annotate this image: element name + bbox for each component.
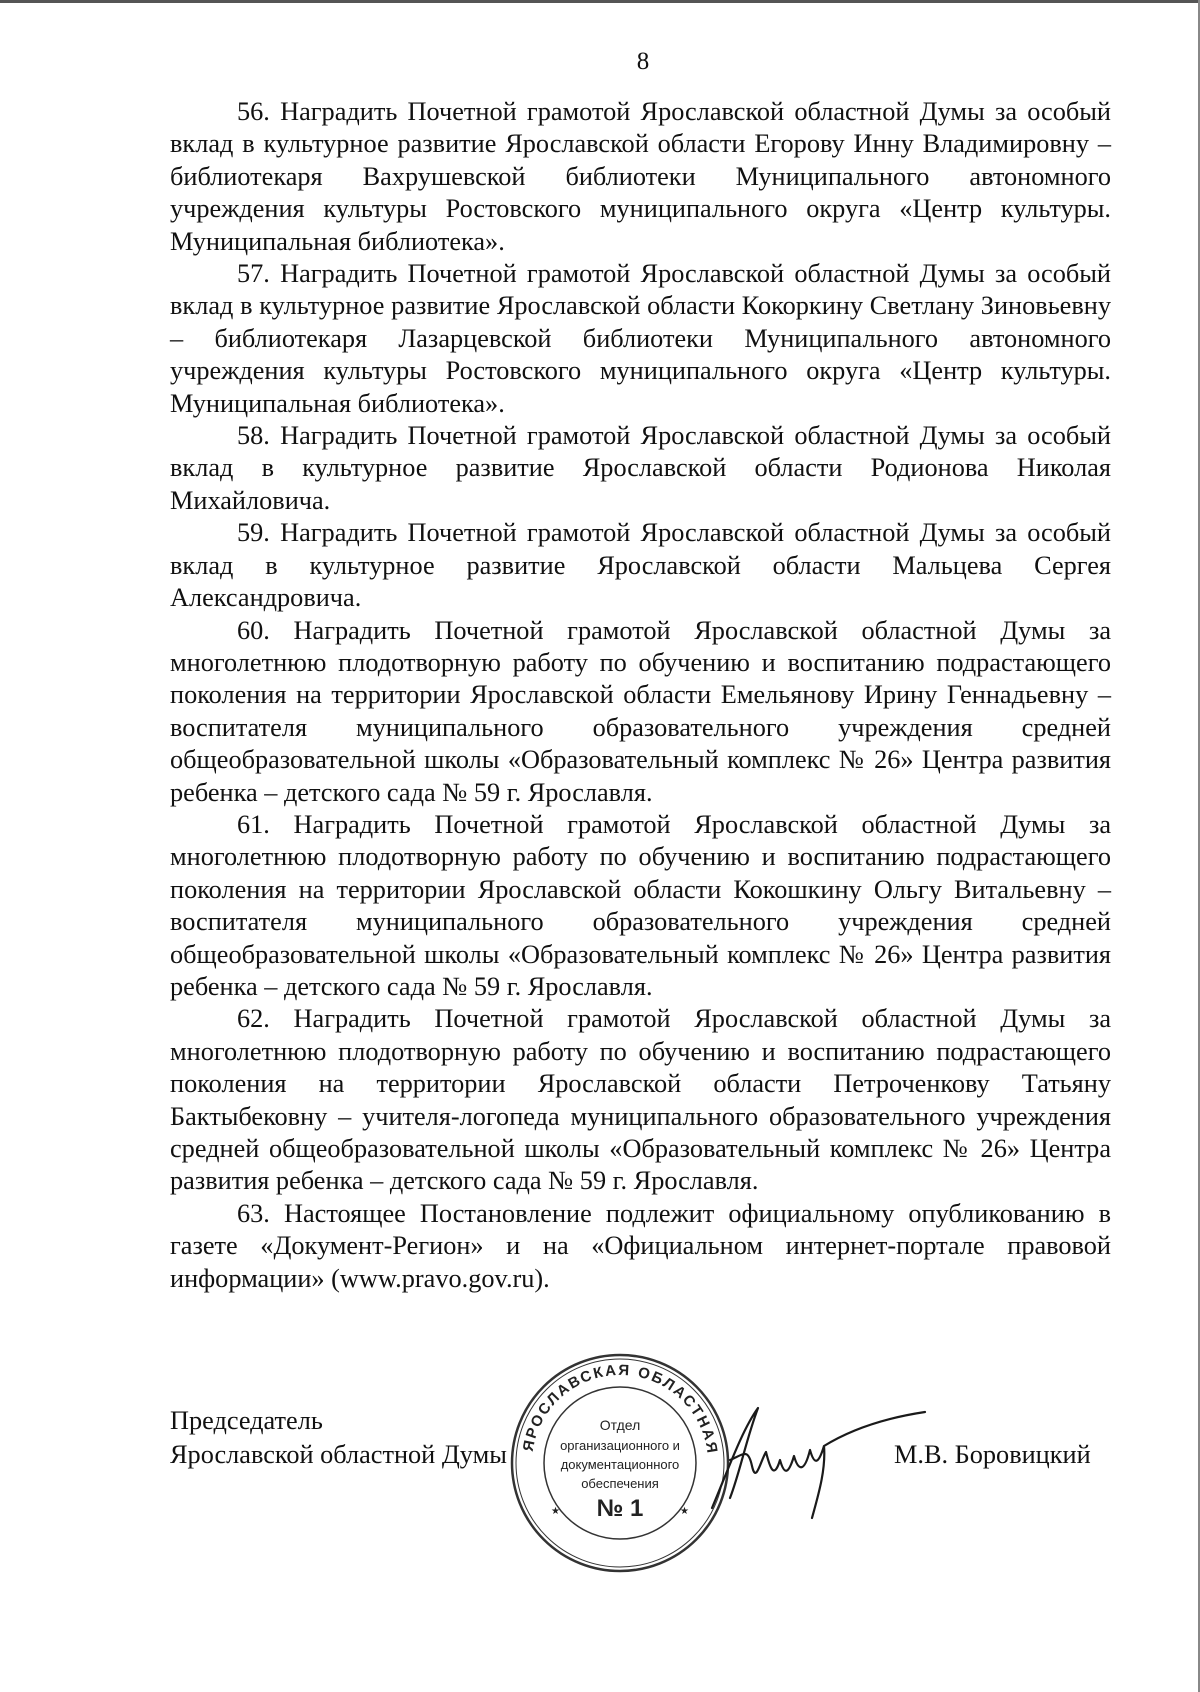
signatory-name: М.В. Боровицкий bbox=[894, 1440, 1091, 1469]
stamp-line1: Отдел bbox=[599, 1417, 641, 1433]
svg-text:ЯРОСЛАВСКАЯ ОБЛАСТНАЯ bbox=[520, 1362, 721, 1456]
svg-text:★: ★ bbox=[680, 1506, 689, 1517]
document-body bbox=[170, 96, 1111, 1295]
item-text: Наградить Почетной грамотой Ярославской областной Думы за особый вклад в культурное развитие Ярославской области Егорову Инну Владимировну – библиотекаря Вахрушевской библиотеки Муниципального автономного учреждения культуры Ростовского муниципального округа «Центр культуры. Муниципальная библиотека». bbox=[170, 97, 1111, 256]
svg-text:★: ★ bbox=[551, 1506, 560, 1517]
item-text: Наградить Почетной грамотой Ярославской областной Думы за многолетнюю плодотворную работу по обучению и воспитанию подрастающего поколения на территории Ярославской области Петроченкову Татьяну Бактыбековну – учителя-логопеда муниципального образовательного учреждения средней общеобразовательной школы «Образовательный комплекс № 26» Центра развития ребенка – детского сада № 59 г. Ярославля. bbox=[170, 1004, 1111, 1196]
item-number: 63. bbox=[237, 1198, 270, 1228]
signatory-title-line2: Ярославской областной Думы bbox=[170, 1440, 507, 1469]
signatory-title bbox=[170, 1404, 507, 1472]
stamp-number: № 1 bbox=[596, 1495, 644, 1522]
official-stamp bbox=[505, 1348, 735, 1578]
item-62 bbox=[170, 1003, 1111, 1197]
item-number: 58. bbox=[237, 421, 270, 451]
item-number: 61. bbox=[237, 809, 270, 839]
item-number: 60. bbox=[237, 615, 270, 645]
item-text: Настоящее Постановление подлежит официальному опубликованию в газете «Документ-Регион» и на «Официальном интернет-портале правовой информации» (www.pravo.gov.ru). bbox=[170, 1198, 1111, 1293]
item-number: 56. bbox=[237, 97, 270, 126]
stamp-ring-text: ЯРОСЛАВСКАЯ ОБЛАСТНАЯ bbox=[519, 1361, 721, 1457]
signatory-title-line1: Председатель bbox=[170, 1406, 323, 1435]
item-56 bbox=[170, 96, 1111, 258]
item-60 bbox=[170, 615, 1111, 809]
item-59 bbox=[170, 517, 1111, 614]
item-58 bbox=[170, 420, 1111, 517]
stamp-line3: документационного bbox=[560, 1457, 680, 1472]
stamp-line4: обеспечения bbox=[581, 1476, 659, 1491]
item-63 bbox=[170, 1198, 1111, 1295]
scan-edge-top bbox=[0, 0, 1200, 3]
item-61 bbox=[170, 809, 1111, 1003]
item-text: Наградить Почетной грамотой Ярославской областной Думы за многолетнюю плодотворную работу по обучению и воспитанию подрастающего поколения на территории Ярославской области Емельянову Ирину Геннадьевну – воспитателя муниципального образовательного учреждения средней общеобразовательной школы «Образовательный комплекс № 26» Центра развития ребенка – детского сада № 59 г. Ярославля. bbox=[170, 615, 1111, 807]
item-text: Наградить Почетной грамотой Ярославской областной Думы за особый вклад в культурное развитие Ярославской области Родионова Николая Михайловича. bbox=[170, 421, 1111, 515]
item-text: Наградить Почетной грамотой Ярославской областной Думы за особый вклад в культурное развитие Ярославской области Мальцева Сергея Александровича. bbox=[170, 518, 1111, 613]
item-text: Наградить Почетной грамотой Ярославской областной Думы за особый вклад в культурное развитие Ярославской области Кокоркину Светлану Зиновьевну – библиотекаря Лазарцевской библиотеки Муниципального автономного учреждения культуры Ростовского муниципального округа «Центр культуры. Муниципальная библиотека». bbox=[170, 259, 1111, 418]
item-number: 59. bbox=[237, 518, 270, 548]
item-number: 62. bbox=[237, 1004, 270, 1034]
stamp-line2: организационного и bbox=[560, 1438, 680, 1453]
item-text: Наградить Почетной грамотой Ярославской областной Думы за многолетнюю плодотворную работу по обучению и воспитанию подрастающего поколения на территории Ярославской области Кокошкину Ольгу Витальевну – воспитателя муниципального образовательного учреждения средней общеобразовательной школы «Образовательный комплекс № 26» Центра развития ребенка – детского сада № 59 г. Ярославля. bbox=[170, 809, 1111, 1001]
page-number: 8 bbox=[636, 48, 650, 75]
item-57 bbox=[170, 258, 1111, 420]
item-number: 57. bbox=[237, 259, 270, 289]
